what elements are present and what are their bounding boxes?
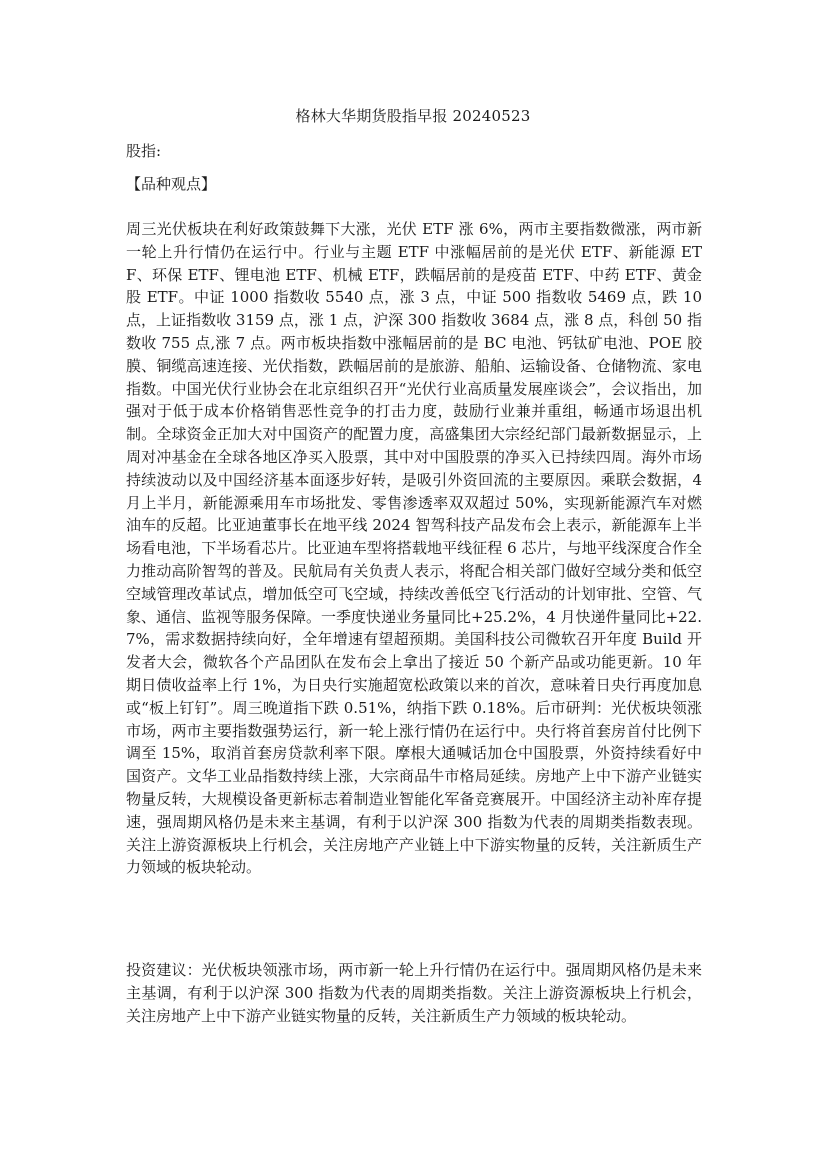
main-paragraph: 周三光伏板块在利好政策鼓舞下大涨，光伏 ETF 涨 6%，两市主要指数微涨，两市新一轮上升行情仍在运行中。行业与主题 ETF 中涨幅居前的是光伏 ETF、新能源 ETF、环保 ETF、锂电池 ETF、机械 ETF，跌幅居前的是疫苗 ETF、中药 ETF、黄金股 ETF。中证 1000 指数收 5540 点，涨 3 点，中证 500 指数收 5469 点，跌 10 点，上证指数收 3159 点，涨 1 点，沪深 300 指数收 3684 点，涨 8 点，科创 50 指数收 755 点,涨 7 点。两市板块指数中涨幅居前的是 BC 电池、钙钛矿电池、POE 胶膜、铜缆高速连接、光伏指数，跌幅居前的是旅游、船舶、运输设备、仓储物流、家电指数。中国光伏行业协会在北京组织召开“光伏行业高质量发展座谈会”，会议指出，加强对于低于成本价格销售恶性竞争的打击力度，鼓励行业兼并重组，畅通市场退出机制。全球资金正加大对中国资产的配置力度，高盛集团大宗经纪部门最新数据显示，上周对冲基金在全球各地区净买入股票，其中对中国股票的净买入已持续四周。海外市场持续波动以及中国经济基本面逐步好转，是吸引外资回流的主要原因。乘联会数据，4 月上半月，新能源乘用车市场批发、零售渗透率双双超过 50%，实现新能源汽车对燃油车的反超。比亚迪董事长在地平线 2024 智驾科技产品发布会上表示，新能源车上半场看电池，下半场看芯片。比亚迪车型将搭载地平线征程 6 芯片，与地平线深度合作全力推动高阶智驾的普及。民航局有关负责人表示，将配合相关部门做好空域分类和低空空域管理改革试点，增加低空可飞空域，持续改善低空飞行活动的计划审批、空管、气象、通信、监视等服务保障。一季度快递业务量同比+25.2%，4 月快递件量同比+22.7%，需求数据持续向好，全年增速有望超预期。美国科技公司微软召开年度 Build 开发者大会，微软各个产品团队在发布会上拿出了接近 50 个新产品或功能更新。10 年期日债收益率上行 1%，为日央行实施超宽松政策以来的首次，意味着日央行再度加息或“板上钉钉”。周三晚道指下跌 0.51%，纳指下跌 0.18%。后市研判：光伏板块领涨市场，两市主要指数强势运行，新一轮上涨行情仍在运行中。央行将首套房首付比例下调至 15%，取消首套房贷款利率下限。摩根大通喊话加仓中国股票，外资持续看好中国资产。文华工业品指数持续上涨，大宗商品牛市格局延续。房地产上中下游产业链实物量反转，大规模设备更新标志着制造业智能化军备竞赛展开。中国经济主动补库存提速，强周期风格仍是未来主基调，有利于以沪深 300 指数为代表的周期类指数表现。关注上游资源板块上行机会，关注房地产产业链上中下游实物量的反转，关注新质生产力领域的板块轮动。 xyxy=(126,220,702,877)
section-label-stock-index: 股指: xyxy=(126,142,162,160)
subsection-label-view: 【品种观点】 xyxy=(126,175,217,193)
investment-advice-paragraph: 投资建议：光伏板块领涨市场，两市新一轮上升行情仍在运行中。强周期风格仍是未来主基调，有利于以沪深 300 指数为代表的周期类指数。关注上游资源板块上行机会，关注房地产上中下游产业链实物量的反转，关注新质生产力领域的板块轮动。 xyxy=(126,961,702,1025)
document-title: 格林大华期货股指早报 20240523 xyxy=(295,107,531,125)
